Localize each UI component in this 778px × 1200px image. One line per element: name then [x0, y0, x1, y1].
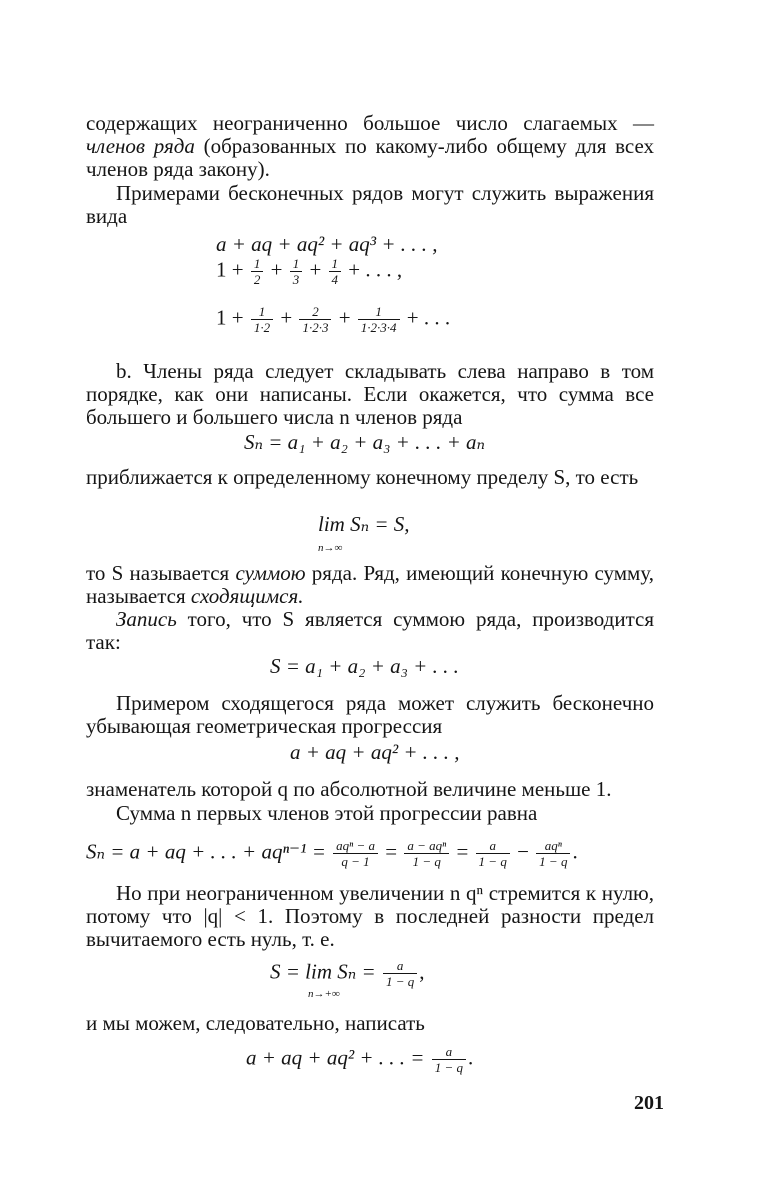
eq-left-side: S = lim Sₙ =: [270, 959, 376, 984]
numerator: 1: [251, 256, 264, 272]
denominator: 1·2·3·4: [360, 320, 397, 335]
text-fragment: того, что S является суммою ряда, производится так:: [86, 607, 654, 654]
paragraph-examples: Примерами бесконечных рядов могут служить выражения вида: [86, 181, 654, 228]
paragraph-first-n-sum: Сумма n первых членов этой прогрессии равна: [116, 801, 538, 825]
eq-left-side: Sₙ = a + aq + . . . + aqⁿ⁻¹ =: [86, 839, 326, 864]
paragraph-conclusion: и мы можем, следовательно, написать: [86, 1011, 425, 1035]
numerator: a: [383, 958, 417, 974]
limit-subscript: n→∞: [318, 542, 343, 554]
term-series-members: членов ряда: [86, 134, 195, 158]
fraction: [333, 838, 378, 869]
paragraph-limit-zero: Но при неограниченном увеличении n qⁿ стремится к нулю, потому что |q| < 1. Поэтому в последней разности предел вычитаемого есть нуль, т. е.: [86, 881, 654, 951]
numerator: a − aqⁿ: [404, 838, 449, 854]
fraction: [251, 304, 273, 335]
paragraph-ratio: знаменатель которой q по абсолютной величине меньше 1.: [86, 777, 612, 801]
denominator: 1 − q: [412, 854, 441, 869]
paragraph-series-definition: [86, 112, 654, 181]
fraction: [432, 1044, 466, 1075]
text-line: (образованных по какому-либо общему для: [194, 134, 607, 158]
fraction: [251, 256, 264, 287]
denominator: 2: [253, 272, 261, 287]
denominator: 1 − q: [385, 974, 415, 989]
text-line: содержащих неограниченно большое число слагаемых —: [86, 111, 654, 135]
denominator: 1 − q: [539, 854, 568, 869]
equation-limit: [318, 512, 410, 536]
eq-left-side: a + aq + aq² + . . . =: [246, 1045, 425, 1070]
numerator: 1: [358, 304, 400, 320]
equation-infinite-sum: a + aq + aq² + . . . = $\frac{a}{1 - q}$ .: [246, 1044, 474, 1075]
eq-prefix: 1 +: [216, 257, 244, 282]
limit-expression: lim Sₙ = S,: [318, 512, 410, 536]
denominator: 1 − q: [434, 1060, 464, 1075]
paragraph-summation-order: b. Члены ряда следует складывать слева направо в том порядке, как они написаны. Если окажется, что сумма все большего и большего числа n членов ряда: [86, 359, 654, 429]
fraction: [404, 838, 449, 869]
equation-geometric-progression: a + aq + aq² + . . . ,: [290, 740, 460, 764]
denominator: 1·2·3: [302, 320, 329, 335]
numerator: aqⁿ: [536, 838, 570, 854]
term-convergent: сходящимся.: [190, 584, 304, 608]
eq-suffix: + . . . ,: [348, 257, 403, 282]
fraction: [476, 838, 510, 869]
denominator: 1·2: [253, 320, 271, 335]
denominator: q − 1: [341, 854, 370, 869]
equation-harmonic-series: 1 + $\frac{1}{2}$ + $\frac{1}{3}$ + $\frac{1}{4}$ + . . . ,: [216, 256, 403, 287]
equation-factorial-series: 1 + $\frac{1}{1\cdot 2}$ + $\frac{2}{1\cdot 2\cdot 3}$ + $\frac{1}{1\cdot 2\cdot 3\cdot 4}$ + . . .: [216, 304, 451, 335]
term-sum: суммою: [235, 561, 306, 585]
paragraph-limit: приближается к определенному конечному пределу S, то есть: [86, 465, 639, 489]
numerator: 1: [290, 256, 303, 272]
equation-sum-limit: S = lim Sₙ = $\frac{a}{1 - q}$ ,: [270, 958, 425, 989]
fraction: [383, 958, 417, 989]
fraction: [536, 838, 570, 869]
denominator: 1 − q: [478, 854, 507, 869]
text-line: всех членов ряда закону).: [86, 134, 654, 181]
fraction: [329, 256, 342, 287]
equation-finite-sum: Sₙ = a + aq + . . . + aqⁿ⁻¹ = $\frac{\text{aqⁿ − a}}{q - 1}$ = $\frac{\text{a − aqⁿ}}{1 - q}$ = $\frac{a}{1 - q}$ − $\frac{\text{aqⁿ}}{1 - q}$ .: [86, 838, 578, 869]
limit-subscript: n→+∞: [308, 988, 340, 1000]
fraction: [358, 304, 400, 335]
eq-suffix: + . . .: [406, 305, 451, 330]
text-fragment: то S называется: [86, 561, 236, 585]
text-fragment: ряда. Ряд, имеющий конечную сумму, называется: [86, 561, 654, 608]
term-notation: Запись: [116, 607, 177, 631]
numerator: 1: [251, 304, 273, 320]
numerator: a: [476, 838, 510, 854]
equation-partial-sum: Sₙ = a₁ + a₂ + a₃ + . . . + aₙ: [244, 430, 486, 454]
numerator: 1: [329, 256, 342, 272]
numerator: aqⁿ − a: [333, 838, 378, 854]
page-number: 201: [634, 1092, 664, 1114]
fraction: [290, 256, 303, 287]
denominator: 3: [292, 272, 300, 287]
equation-sum-notation: S = a₁ + a₂ + a₃ + . . .: [270, 654, 459, 678]
paragraph-sum-definition: [86, 562, 654, 608]
paragraph-notation: [86, 608, 654, 654]
numerator: a: [432, 1044, 466, 1060]
fraction: [299, 304, 331, 335]
equation-geometric-series: a + aq + aq² + aq³ + . . . ,: [216, 232, 438, 256]
numerator: 2: [299, 304, 331, 320]
paragraph-geometric-example: Примером сходящегося ряда может служить бесконечно убывающая геометрическая прогрессия: [86, 691, 654, 738]
denominator: 4: [331, 272, 339, 287]
